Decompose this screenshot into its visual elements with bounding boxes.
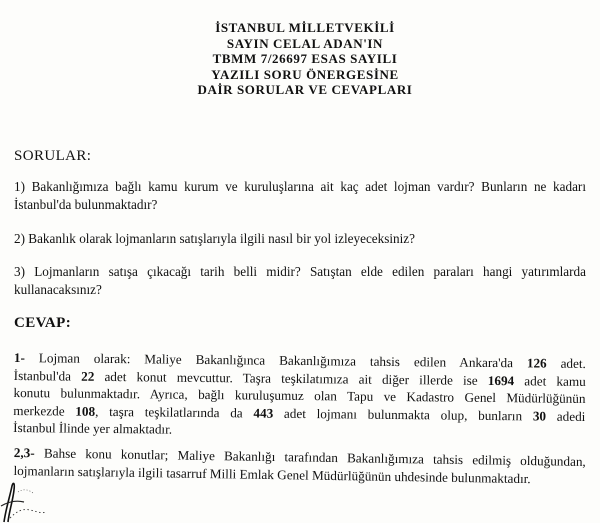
count-istanbul: 22 — [81, 368, 95, 384]
answer-2-3 — [13, 444, 585, 489]
count-tkgm-provincial: 443 — [253, 405, 274, 421]
count-ankara: 126 — [526, 355, 547, 371]
question-3-line-2: kullanacaksınız? — [14, 282, 102, 297]
answer-1-text-4a: merkezde — [13, 402, 65, 419]
answer-1-text-2a: İstanbul'da — [13, 367, 72, 384]
answer-1-text-4c: adet lojmanı bulunmakta olup, bunların — [283, 405, 523, 424]
answer-2-line-2: lojmanların satışlarıyla ilgili tasarruf Milli Emlak Genel Müdürlüğünün uhdesinde bulunmaktadır. — [13, 462, 531, 487]
question-3-line-1: 3) Lojmanların satışa çıkacağı tarih belli midir? Satıştan elde edilen paraları hangi yatırımlarda — [14, 264, 586, 279]
header-line-5: DAİR SORULAR VE CEVAPLARI — [197, 82, 413, 97]
question-3 — [14, 263, 586, 299]
questions-title: SORULAR: — [14, 148, 92, 164]
answer-title: CEVAP: — [14, 315, 72, 331]
signature-icon — [0, 478, 60, 523]
answer-2-number: 2,3- — [13, 444, 35, 461]
count-tkgm-center: 108 — [75, 403, 96, 419]
count-tkgm-istanbul: 30 — [532, 408, 547, 424]
answer-1-line-3: konutu bulunmaktadır. Ayrıca, bağlı kuruluşumuz olan Tapu ve Kadastro Genel Müdürlüğünün — [13, 385, 586, 407]
answer-1-text-2c: adet kamu — [524, 372, 586, 389]
count-other-provinces: 1694 — [487, 372, 515, 388]
answer-1-line-5: İstanbul İlinde yer almaktadır. — [13, 420, 173, 438]
header-line-4: YAZILI SORU ÖNERGESİNE — [211, 66, 399, 82]
answer-2-text-1: Bahse konu konutlar; Maliye Bakanlığı tarafından Bakanlığımıza tahsis edilmiş olduğundan, — [43, 445, 586, 469]
document-header — [120, 20, 490, 98]
answer-1-text-1b: adet. — [560, 355, 586, 371]
answer-1-text-4b: , taşra teşkilatlarında da — [95, 403, 243, 421]
answer-1-text-1a: Lojman olarak: Maliye Bakanlığınca Bakanlığımıza tahsis edilen Ankara'da — [38, 350, 514, 371]
answer-1-number: 1- — [13, 349, 25, 366]
answer-1-text-4d: adedi — [556, 408, 586, 424]
header-line-1: İSTANBUL MİLLETVEKİLİ — [215, 20, 395, 35]
question-1-line-1: 1) Bakanlığımıza bağlı kamu kurum ve kuruluşlarına ait kaç adet lojman vardır? Bunların ne kadarı — [14, 179, 586, 194]
question-1-line-2: İstanbul'da bulunmaktadır? — [14, 197, 158, 212]
header-line-2: SAYIN CELAL ADAN'IN — [226, 35, 384, 51]
question-2 — [14, 230, 586, 248]
answer-1 — [13, 349, 586, 443]
question-2-line-1: 2) Bakanlık olarak lojmanların satışlarıyla ilgili nasıl bir yol izleyeceksiniz? — [14, 231, 416, 246]
question-1 — [14, 178, 586, 214]
header-line-3: TBMM 7/26697 ESAS SAYILI — [212, 51, 398, 66]
answer-1-text-2b: adet konut mevcuttur. Taşra teşkilatımıza ait diğer illerde ise — [104, 368, 478, 388]
